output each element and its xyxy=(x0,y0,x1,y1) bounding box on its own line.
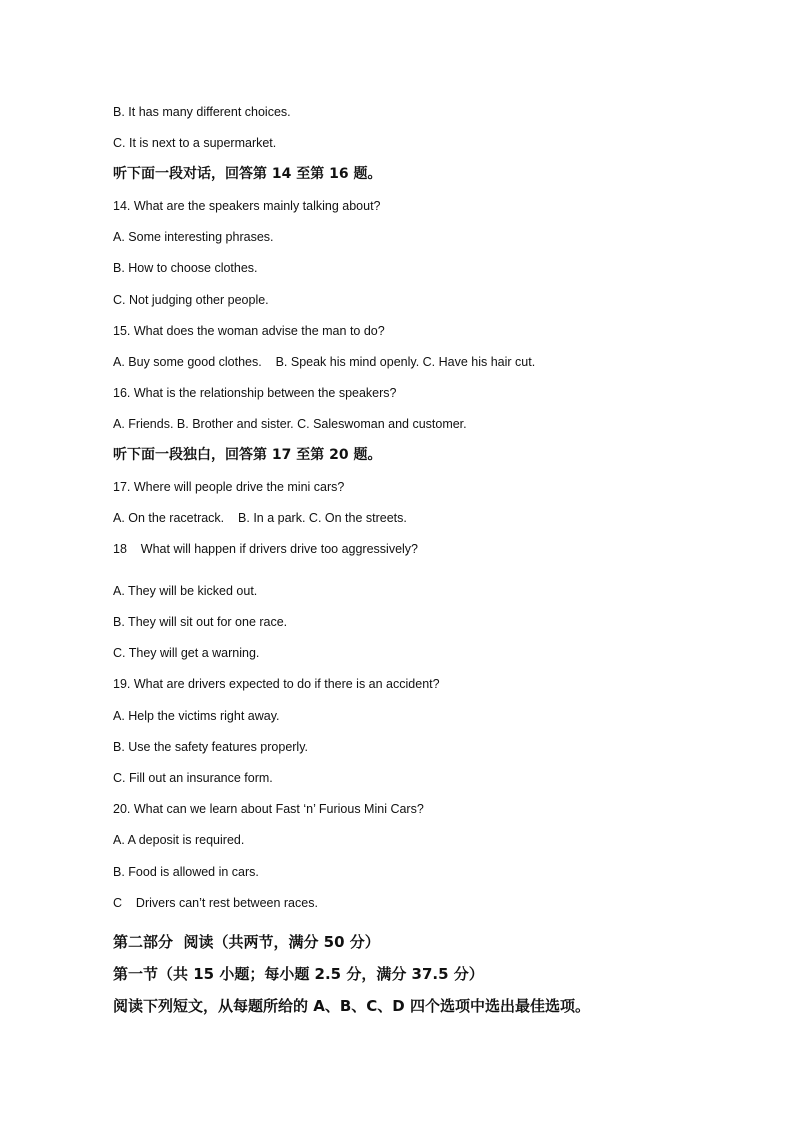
section-one-heading: 第一节（共 15 小题；每小题 2.5 分，满分 37.5 分） xyxy=(113,965,484,983)
q18-option-c: C. They will get a warning. xyxy=(113,646,260,660)
q14-option-a: A. Some interesting phrases. xyxy=(113,230,274,244)
question-14: 14. What are the speakers mainly talking about? xyxy=(113,199,381,213)
question-18: 18 What will happen if drivers drive too aggressively? xyxy=(113,542,419,556)
q14-option-c: C. Not judging other people. xyxy=(113,293,269,307)
reading-instruction: 阅读下列短文，从每题所给的 A、B、C、D 四个选项中选出最佳选项。 xyxy=(113,997,590,1015)
option-c-line: C. It is next to a supermarket. xyxy=(113,136,277,150)
q18-option-b: B. They will sit out for one race. xyxy=(113,615,288,629)
q15-options: A. Buy some good clothes. B. Speak his mind openly. C. Have his hair cut. xyxy=(113,355,536,369)
question-19: 19. What are drivers expected to do if there is an accident? xyxy=(113,677,440,691)
q17-options: A. On the racetrack. B. In a park. C. On the streets. xyxy=(113,511,407,525)
q20-option-a: A. A deposit is required. xyxy=(113,833,245,847)
monologue-instruction-heading: 听下面一段独白，回答第 17 至第 20 题。 xyxy=(113,447,382,463)
q19-option-a: A. Help the victims right away. xyxy=(113,709,280,723)
part-two-heading: 第二部分 阅读（共两节，满分 50 分） xyxy=(113,933,380,951)
q19-option-b: B. Use the safety features properly. xyxy=(113,740,309,754)
question-17: 17. Where will people drive the mini cars? xyxy=(113,480,345,494)
q19-option-c: C. Fill out an insurance form. xyxy=(113,771,273,785)
section-instruction-heading: 听下面一段对话，回答第 14 至第 16 题。 xyxy=(113,166,382,182)
q14-option-b: B. How to choose clothes. xyxy=(113,261,258,275)
q16-options: A. Friends. B. Brother and sister. C. Saleswoman and customer. xyxy=(113,417,467,431)
option-b-line: B. It has many different choices. xyxy=(113,105,291,119)
question-20: 20. What can we learn about Fast ‘n’ Furious Mini Cars? xyxy=(113,802,424,816)
q20-option-b: B. Food is allowed in cars. xyxy=(113,865,259,879)
q18-option-a: A. They will be kicked out. xyxy=(113,584,258,598)
question-15: 15. What does the woman advise the man to do? xyxy=(113,324,385,338)
q20-option-c: C Drivers can’t rest between races. xyxy=(113,896,318,910)
question-16: 16. What is the relationship between the speakers? xyxy=(113,386,397,400)
